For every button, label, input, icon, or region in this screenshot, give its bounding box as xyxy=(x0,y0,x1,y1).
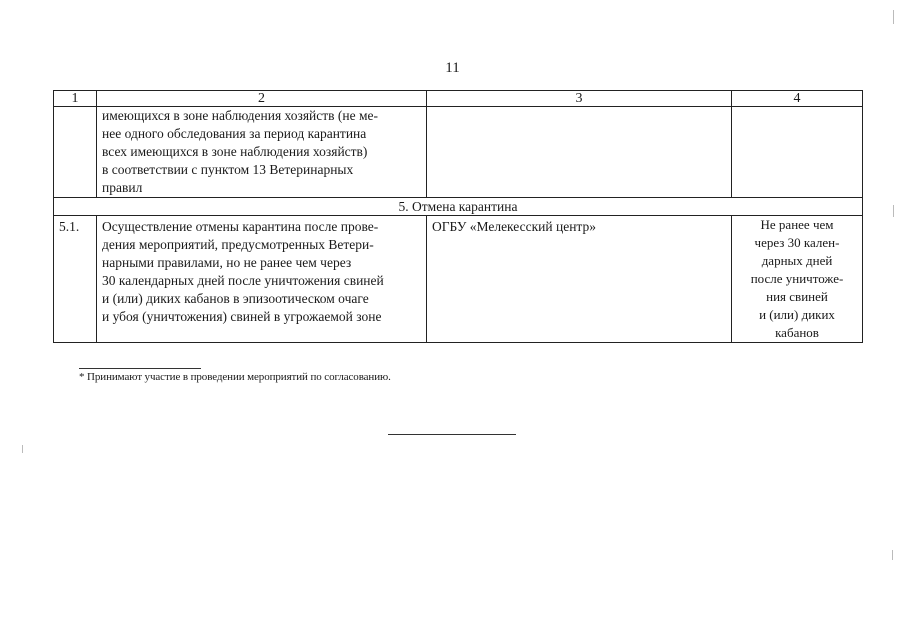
continuation-line: нее одного обследования за период карантина xyxy=(102,126,367,141)
measure-line: Осуществление отмены карантина после прове- xyxy=(102,219,379,234)
continuation-row xyxy=(54,107,863,198)
continuation-responsible-cell xyxy=(427,107,732,198)
measure-line: 30 календарных дней после уничтожения свиней xyxy=(102,273,384,288)
footnote-text: * Принимают участие в проведении мероприятий по согласованию. xyxy=(79,371,391,383)
scan-artifact xyxy=(893,205,894,217)
continuation-number-cell xyxy=(54,107,97,198)
scan-artifact xyxy=(22,445,23,453)
row-measure-cell xyxy=(97,216,427,343)
deadline-line: после уничтоже- xyxy=(750,271,844,286)
deadline-line: и (или) диких xyxy=(759,307,835,322)
scan-artifact xyxy=(892,550,893,560)
header-col-1: 1 xyxy=(54,91,97,107)
measure-line: и (или) диких кабанов в эпизоотическом очаге xyxy=(102,291,369,306)
header-col-3: 3 xyxy=(427,91,732,107)
footnote-divider xyxy=(79,368,201,369)
row-number: 5.1. xyxy=(54,216,97,343)
measure-line: нарными правилами, но не ранее чем через xyxy=(102,255,352,270)
row-deadline-cell xyxy=(732,216,863,343)
end-of-document-rule xyxy=(388,434,516,435)
header-col-4: 4 xyxy=(732,91,863,107)
deadline-line: ния свиней xyxy=(766,289,828,304)
measures-table xyxy=(53,90,863,343)
continuation-line: всех имеющихся в зоне наблюдения хозяйств) xyxy=(102,144,368,159)
continuation-deadline-cell xyxy=(732,107,863,198)
row-responsible-cell: ОГБУ «Мелекесский центр» xyxy=(427,216,732,343)
page-number: 11 xyxy=(445,60,460,76)
continuation-line: правил xyxy=(102,180,143,195)
measure-line: дения мероприятий, предусмотренных Ветери- xyxy=(102,237,374,252)
header-col-2: 2 xyxy=(97,91,427,107)
deadline-line: дарных дней xyxy=(761,253,833,268)
table-row xyxy=(54,216,863,343)
table-header-row xyxy=(54,91,863,107)
deadline-line: через 30 кален- xyxy=(754,235,840,250)
deadline-line: кабанов xyxy=(775,325,819,340)
deadline-line: Не ранее чем xyxy=(760,217,834,232)
section-row xyxy=(54,198,863,216)
section-title: 5. Отмена карантина xyxy=(54,198,863,216)
continuation-line: в соответствии с пунктом 13 Ветеринарных xyxy=(102,162,354,177)
continuation-text-cell xyxy=(97,107,427,198)
continuation-line: имеющихся в зоне наблюдения хозяйств (не ме- xyxy=(102,108,379,123)
scan-artifact xyxy=(893,10,894,24)
measure-line: и убоя (уничтожения) свиней в угрожаемой зоне xyxy=(102,309,382,324)
